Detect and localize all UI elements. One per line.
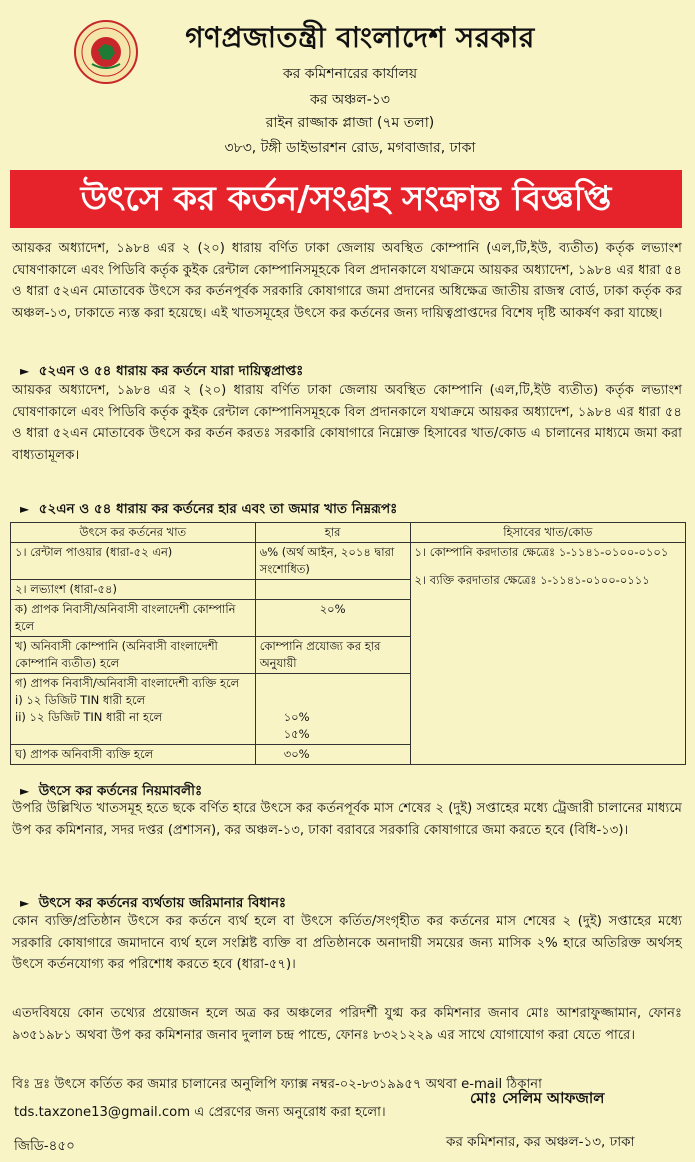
responsible-heading-text: ৫২এন ও ৫৪ ধারায় কর কর্তনে যারা দায়িত্বপ্রাপ্তঃ	[38, 363, 304, 379]
responsible-paragraph: আয়কর অধ্যাদেশ, ১৯৮৪ এর ২ (২০) ধারায় বর্ণিত ঢাকা জেলায় অবস্থিত কোম্পানি (এল,টি,ইউ ব্যতীত) কর্তৃক লভ্যাংশ ঘোষণাকালে এবং পিডিবি কর্তৃক কুইক রেন্টাল কোম্পানিসমূহকে বিল প্রদানকালে যথাক্রমে আয়কর অধ্যাদেশ, ১৯৮৪ এর ধারা ৫৪ ও ধারা ৫২এন মোতাবেক উৎসে কর কর্তন করতঃ সরকারি কোষাগারে নিম্নোক্ত হিসাবের খাত/কোড এ চালানের মাধ্যমে জমা করা বাধ্যতামূলক।	[12, 383, 682, 463]
building-name: রাইন রাজ্জাক প্লাজা (৭ম তলা)	[265, 115, 435, 131]
row-rate: ২০%	[255, 600, 410, 637]
col-header-rate: হার	[255, 523, 410, 543]
penalty-paragraph: কোন ব্যক্তি/প্রতিষ্ঠান উৎসে কর কর্তনে ব্যর্থ হলে বা উৎসে কর্তিত/সংগৃহীত কর কর্তনের মাস শেষের ২ (দুই) সপ্তাহের মধ্যে সরকারি কোষাগারে জমাদানে ব্যর্থ হলে সংশ্লিষ্ট ব্যক্তি বা প্রতিষ্ঠানকে অনাদায়ী সময়ের জন্য মাসিক ২% হারে অতিরিক্ত অর্থসহ উৎসে কর্তনযোগ্য কর পরিশোধ করতে হবে (ধারা-৫৭)।	[12, 914, 682, 972]
rates-table	[10, 522, 686, 765]
signatory-name: মোঃ সেলিম আফজাল	[470, 1089, 605, 1107]
tax-zone: কর অঞ্চল-১৩	[310, 92, 390, 108]
row-subitem-text: i) ১২ ডিজিট TIN ধারী হলে	[15, 693, 146, 707]
col-header-item: উৎসে কর কর্তনের খাত	[11, 523, 256, 543]
row-item: ১। রেন্টাল পাওয়ার (ধারা-৫২ এন)	[11, 543, 256, 580]
individual-code: ২। ব্যক্তি করদাতার ক্ষেত্রেঃ ১-১১৪১-০১০০-০১১১	[414, 573, 650, 587]
row-rate-text	[284, 675, 406, 692]
row-item: খ) অনিবাসী কোম্পানি (অনিবাসী বাংলাদেশী কোম্পানি ব্যতীত) হলে	[11, 637, 256, 674]
intro-paragraph: আয়কর অধ্যাদেশ, ১৯৮৪ এর ২ (২০) ধারায় বর্ণিত ঢাকা জেলায় অবস্থিত কোম্পানি (এল,টি,ইউ, ব্যতীত) কর্তৃক লভ্যাংশ ঘোষণাকালে এবং পিডিবি কর্তৃক কুইক রেন্টাল কোম্পানিসমূহকে বিল প্রদানকালে যথাক্রমে আয়কর অধ্যাদেশ, ১৯৮৪ এর ধারা ৫৪ ও ধারা ৫২এন মোতাবেক উৎসে কর কর্তনপূর্বক সরকারি কোষাগারে জমা প্রদানের অধিক্ষেত্র জাতীয় রাজস্ব বোর্ড, ঢাকা কর্তৃক কর অঞ্চল-১৩, ঢাকাতে ন্যস্ত করা হয়েছে। এই খাতসমূহের উৎসে কর কর্তনের জন্য দায়িত্বপ্রাপ্তদের বিশেষ দৃষ্টি আকর্ষণ করা যাচ্ছে।	[12, 241, 682, 321]
office-address: ৩৮৩, টঙ্গী ডাইভারশন রোড, মগবাজার, ঢাকা	[224, 140, 476, 156]
row-rate: ৬% (অর্থ আইন, ২০১৪ দ্বারা সংশোধিত)	[255, 543, 410, 580]
table-row	[11, 543, 686, 580]
row-item: ২। লভ্যাংশ (ধারা-৫৪)	[11, 580, 256, 600]
row-rate-text: ১০%	[283, 710, 310, 724]
office-name: কর কমিশনারের কার্যালয়	[282, 66, 418, 82]
penalty-heading-text: উৎসে কর কর্তনের ব্যর্থতায় জরিমানার বিধানঃ	[38, 895, 287, 911]
table-header-row	[11, 523, 686, 543]
arrow-icon: ►	[20, 502, 30, 516]
header	[0, 0, 695, 160]
note-paragraph: বিঃ দ্রঃ উৎসে কর্তিত কর জমার চালানের অনুলিপি ফ্যাক্স নম্বর-০২-৮৩১৯৯৫৭ অথবা e-mail ঠিকানা	[12, 1077, 542, 1092]
rules-paragraph: উপরি উল্লিখিত খাতসমূহ হতে ছকে বর্ণিত হারে উৎসে কর কর্তনপূর্বক মাস শেষের ২ (দুই) সপ্তাহের মধ্যে ট্রেজারী চালানের মাধ্যমে উপ কর কমিশনার, সদর দপ্তর (প্রশাসন), কর অঞ্চল-১৩, ঢাকা বরাবরে সরকারি কোষাগারে জমা করতে হবে (বিধি-১৩)।	[12, 801, 682, 838]
company-code: ১। কোম্পানি করদাতার ক্ষেত্রেঃ ১-১১৪১-০১০০-০১০১	[414, 545, 669, 559]
row-item	[11, 674, 256, 745]
account-codes-cell	[410, 543, 685, 765]
row-rate: ৩০%	[255, 745, 410, 765]
row-rate-text: ১৫%	[283, 727, 310, 741]
email-link[interactable]: tds.taxzone13@gmail.com	[14, 1105, 191, 1120]
row-rate: কোম্পানি প্রযোজ্য কর হার অনুযায়ী	[255, 637, 410, 674]
government-title: গণপ্রজাতন্ত্রী বাংলাদেশ সরকার	[185, 21, 535, 54]
row-rate	[255, 674, 410, 745]
row-rate	[255, 580, 410, 600]
signatory-designation: কর কমিশনার, কর অঞ্চল-১৩, ঢাকা	[446, 1134, 635, 1150]
row-subitem-text: ii) ১২ ডিজিট TIN ধারী না হলে	[15, 710, 163, 724]
arrow-icon: ►	[20, 896, 30, 910]
arrow-icon: ►	[20, 784, 30, 798]
rates-heading	[20, 498, 680, 521]
gd-number: জিডি-৪৫০	[14, 1138, 75, 1154]
row-item: ঘ) প্রাপক অনিবাসী ব্যক্তি হলে	[11, 745, 256, 765]
rules-heading-text: উৎসে কর কর্তনের নিয়মাবলীঃ	[38, 783, 203, 799]
row-item-text: গ) প্রাপক নিবাসী/অনিবাসী বাংলাদেশী ব্যক্তি হলে	[15, 676, 240, 690]
arrow-icon: ►	[20, 364, 30, 378]
rates-heading-text: ৫২এন ও ৫৪ ধারায় কর কর্তনের হার এবং তা জমার খাত নিম্নরূপঃ	[38, 501, 398, 517]
email-suffix: এ প্রেরণের জন্য অনুরোধ করা হলো।	[194, 1105, 386, 1120]
government-seal-icon	[74, 20, 138, 84]
col-header-code: হিসাবের খাত/কোড	[410, 523, 685, 543]
contact-paragraph: এতদবিষয়ে কোন তথ্যের প্রয়োজন হলে অত্র কর অঞ্চলের পরিদর্শী যুগ্ম কর কমিশনার জনাব মোঃ আশরাফুজ্জামান, ফোনঃ ৯৩৫১৯৮১ অথবা উপ কর কমিশনার জনাব দুলাল চন্দ্র পান্ডে, ফোনঃ ৮৩২১২২৯ এর সাথে যোগাযোগ করা যেতে পারে।	[12, 1006, 682, 1043]
row-item: ক) প্রাপক নিবাসী/অনিবাসী বাংলাদেশী কোম্পানি হলে	[11, 600, 256, 637]
notice-banner: উৎসে কর কর্তন/সংগ্রহ সংক্রান্ত বিজ্ঞপ্তি	[10, 170, 682, 228]
email-line	[14, 1102, 386, 1124]
